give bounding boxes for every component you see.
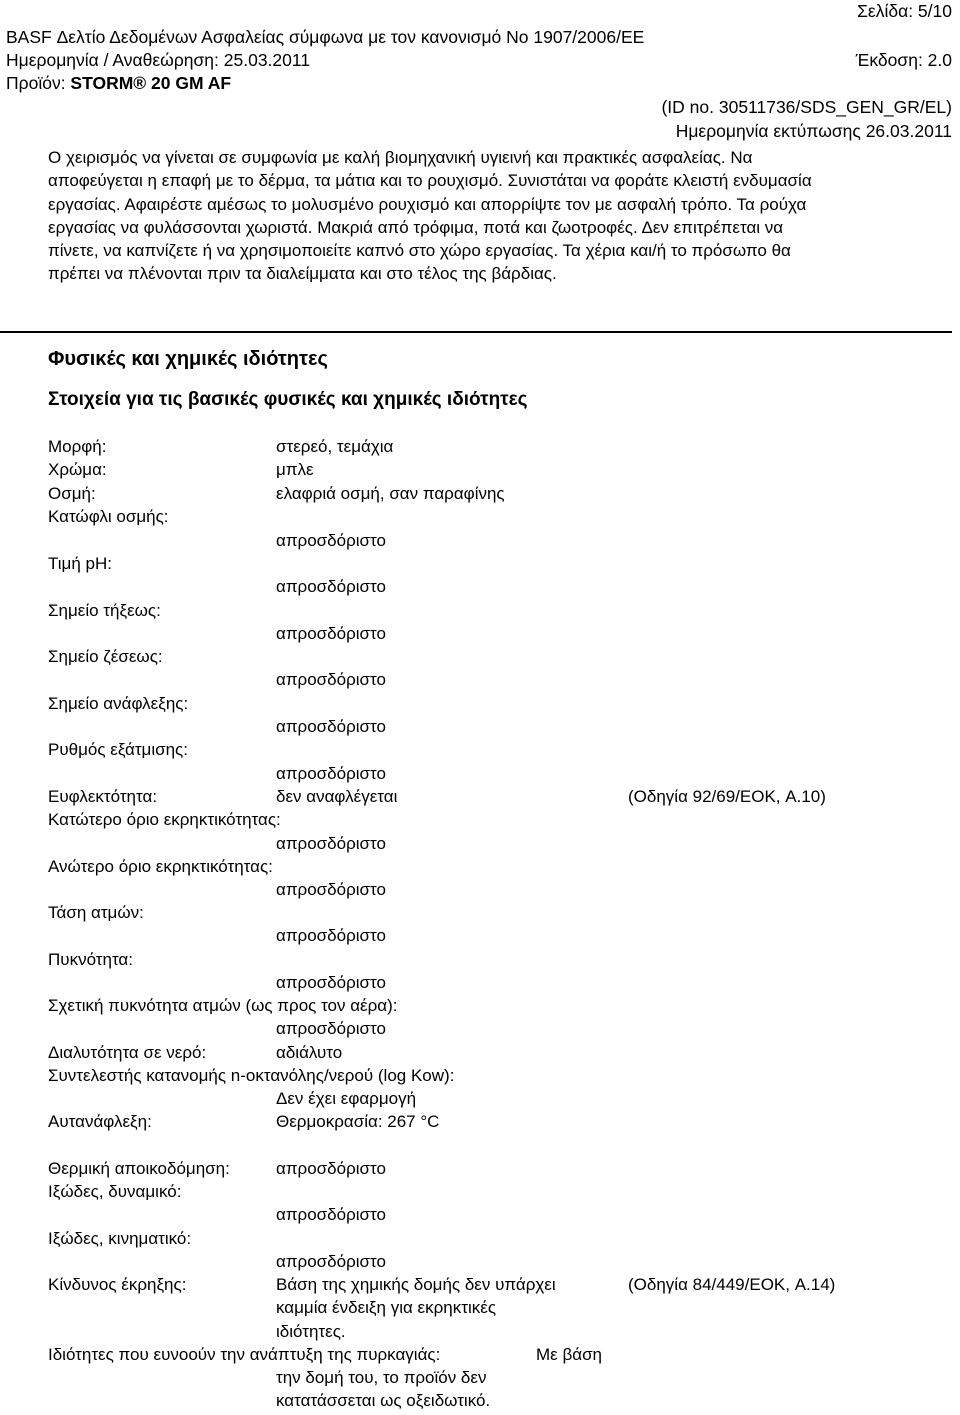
paragraph-line: εργασίας. Αφαιρέστε αμέσως το μολυσμένο ρουχισμό και απορρίψτε τον με ασφαλή τρόπο. Τα ρούχα <box>48 194 807 214</box>
property-value: απροσδόριστο <box>276 764 386 783</box>
value-line: καμμία ένδειξη για εκρηκτικές <box>276 1298 497 1318</box>
value-line: ιδιότητες. <box>276 1321 346 1341</box>
property-value: μπλε <box>276 460 314 479</box>
property-value: απροσδόριστο <box>276 1205 386 1224</box>
property-value: αδιάλυτο <box>276 1043 343 1062</box>
property-value: Θερμοκρασία: 267 °C <box>276 1112 440 1131</box>
version: Έκδοση: 2.0 <box>855 50 952 70</box>
property-value: απροσδόριστο <box>276 1252 386 1271</box>
property-label: Σημείο ζέσεως: <box>48 647 163 666</box>
property-value: ελαφριά οσμή, σαν παραφίνης <box>276 484 505 503</box>
value-line: την δομή του, το προϊόν δεν <box>276 1368 487 1387</box>
document-title: BASF Δελτίο Δεδομένων Ασφαλείας σύμφωνα με τον κανονισμό Νο 1907/2006/ΕΕ <box>6 27 645 47</box>
property-label-suffix: Με βάση <box>536 1345 603 1364</box>
paragraph-line: πρέπει να πλένονται πριν τα διαλείμματα και στο τέλος της βάρδιας. <box>48 264 557 284</box>
property-label: Κατώτερο όριο εκρηκτικότητας: <box>48 810 281 829</box>
value-line: Βάση της χημικής δομής δεν υπάρχει <box>276 1275 556 1294</box>
handling-paragraph <box>48 146 948 286</box>
property-reference: (Οδηγία 92/69/ΕΟΚ, A.10) <box>628 787 826 806</box>
property-label: Τάση ατμών: <box>48 903 144 922</box>
section-subheading: Στοιχεία για τις βασικές φυσικές και χημικές ιδιότητες <box>48 389 528 410</box>
paragraph-line: αποφεύγεται η επαφή με το δέρμα, τα μάτια και το ρουχισμό. Συνιστάται να φοράτε κλειστή ενδυμασία <box>48 171 812 191</box>
property-label: Οσμή: <box>48 484 96 503</box>
paragraph-line: Ο χειρισμός να γίνεται σε συμφωνία με καλή βιομηχανική υγιεινή και πρακτικές ασφαλείας. Να <box>48 148 753 167</box>
property-value: απροσδόριστο <box>276 531 386 550</box>
property-label: Χρώμα: <box>48 460 107 479</box>
print-date: Ημερομηνία εκτύπωσης 26.03.2011 <box>675 121 952 141</box>
property-label: Μορφή: <box>48 437 107 456</box>
property-reference: (Οδηγία 84/449/ΕΟΚ, A.14) <box>628 1275 836 1294</box>
property-value: δεν αναφλέγεται <box>276 787 398 806</box>
product-name: STORM® 20 GM AF <box>70 73 232 93</box>
property-label: Σχετική πυκνότητα ατμών (ως προς τον αέρα): <box>48 996 398 1015</box>
property-value: Δεν έχει εφαρμογή <box>276 1089 417 1108</box>
property-value: απροσδόριστο <box>276 624 386 643</box>
property-value: απροσδόριστο <box>276 880 386 899</box>
property-value: απροσδόριστο <box>276 973 386 992</box>
property-label: Αυτανάφλεξη: <box>48 1112 152 1131</box>
property-label: Ανώτερο όριο εκρηκτικότητας: <box>48 857 273 876</box>
property-value: απροσδόριστο <box>276 717 386 736</box>
paragraph-line: πίνετε, να καπνίζετε ή να χρησιμοποιείτε καπνό στο χώρο εργασίας. Τα χέρια και/ή το πρόσωπο θα <box>48 241 791 261</box>
property-label: Κατώφλι οσμής: <box>48 507 169 526</box>
property-label: Ευφλεκτότητα: <box>48 787 158 806</box>
page-number: Σελίδα: 5/10 <box>857 1 952 21</box>
property-label: Θερμική αποικοδόμηση: <box>48 1159 230 1178</box>
property-label: Διαλυτότητα σε νερό: <box>48 1043 207 1062</box>
property-value: απροσδόριστο <box>276 670 386 689</box>
property-value: απροσδόριστο <box>276 577 386 596</box>
property-value: απροσδόριστο <box>276 926 386 945</box>
property-label: Σημείο τήξεως: <box>48 601 161 620</box>
property-label: Ρυθμός εξάτμισης: <box>48 740 188 759</box>
property-value: απροσδόριστο <box>276 1159 386 1178</box>
property-label: Συντελεστής κατανομής n-οκτανόλης/νερού (log Kow): <box>48 1066 455 1085</box>
property-label: Σημείο ανάφλεξης: <box>48 694 189 713</box>
paragraph-line: εργασίας να φυλάσσονται χωριστά. Μακριά από τρόφιμα, ποτά και ζωοτροφές. Δεν επιτρέπεται να <box>48 217 784 237</box>
property-label: Ιδιότητες που ευνοούν την ανάπτυξη της πυρκαγιάς: <box>48 1345 441 1364</box>
property-label: Ιξώδες, δυναμικό: <box>48 1182 182 1201</box>
property-value: στερεό, τεμάχια <box>276 437 394 456</box>
revision-date: Ημερομηνία / Αναθεώρηση: 25.03.2011 <box>6 50 311 70</box>
value-line: κατατάσσεται ως οξειδωτικό. <box>276 1391 491 1411</box>
property-label: Ιξώδες, κινηματικό: <box>48 1229 192 1248</box>
section-divider <box>0 331 952 333</box>
product-line <box>6 73 231 93</box>
property-value: απροσδόριστο <box>276 834 386 853</box>
property-label: Κίνδυνος έκρηξης: <box>48 1275 187 1294</box>
property-label: Πυκνότητα: <box>48 950 133 969</box>
property-value-multiline <box>276 1366 621 1413</box>
product-label: Προϊόν: <box>6 73 71 93</box>
property-value-multiline <box>276 1273 621 1343</box>
property-value: απροσδόριστο <box>276 1019 386 1038</box>
id-number: (ID no. 30511736/SDS_GEN_GR/EL) <box>661 97 952 117</box>
property-label: Τιμή pH: <box>48 554 112 573</box>
section-heading: Φυσικές και χημικές ιδιότητες <box>48 348 328 370</box>
